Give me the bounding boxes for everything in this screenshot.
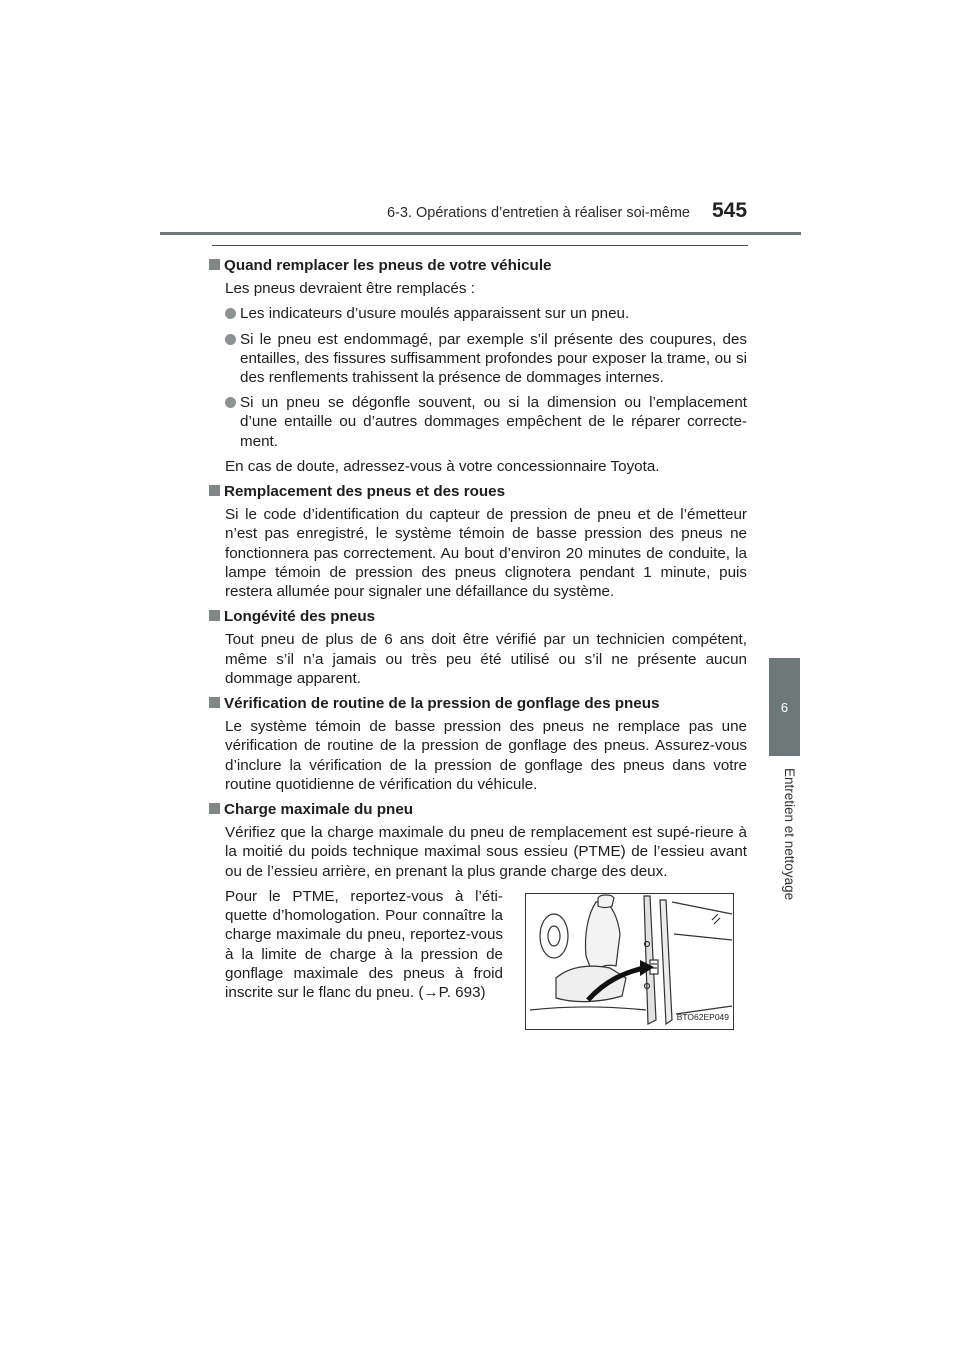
list-item-text: Les indicateurs d’usure moulés apparaissent sur un pneu. xyxy=(240,305,630,323)
section-heading xyxy=(209,482,747,501)
section-heading xyxy=(209,256,747,275)
text-with-illustration xyxy=(225,887,747,1030)
section-body: Le système témoin de basse pression des pneus ne remplace pas une vérification de routine de la pression de gonflage des pneus. Assurez-vous d’inclure la vérification de la pression de gonflage des pneus dans votre routine quotidienne de vérification du véhicule. xyxy=(225,718,747,793)
content-top-rule xyxy=(212,245,748,246)
square-bullet-icon xyxy=(209,610,220,621)
section-body: Vérifiez que la charge maximale du pneu de remplacement est supé-rieure à la moitié du poids technique maximal sous essieu (PTME) de l’essieu avant ou de l’essieu arrière, en prenant la plus grande charge des deux. xyxy=(225,824,747,880)
square-bullet-icon xyxy=(209,697,220,708)
list-item xyxy=(225,330,747,388)
list-item-text: Si le pneu est endommagé, par exemple s’il présente des coupures, des entailles, des fissures suffisamment profondes pour exposer la trame, ou si des renflements trahissent la présence de dommages internes. xyxy=(240,330,747,387)
section-title: Charge maximale du pneu xyxy=(224,801,414,819)
section-title: Longévité des pneus xyxy=(224,608,376,626)
header-section-title: 6-3. Opérations d’entretien à réaliser soi-même xyxy=(386,205,690,221)
section-heading xyxy=(209,607,747,626)
section-body: Tout pneu de plus de 6 ans doit être vérifié par un technicien compétent, même s’il n’a jamais ou très peu été utilisé ou s’il ne présente aucun dommage apparent. xyxy=(225,631,747,687)
section-body: Si le code d’identification du capteur de pression de pneu et de l’émetteur n’est pas enregistré, le système témoin de basse pression des pneus ne fonctionnera pas correctement. Au bout d’environ 20 minutes de conduite, la lampe témoin de pression des pneus clignotera pendant 1 minute, puis restera allumée pour signaler une défaillance du système. xyxy=(225,506,747,601)
header-rule xyxy=(160,232,801,235)
section-body-2: Pour le PTME, reportez-vous à l’éti-quette d’homologation. Pour connaître la charge maximale du pneu, reportez-vous à la limite de charge à la pression de gonflage maximale des pneus à froid inscrite sur le flanc du pneu. (→P. 693) xyxy=(225,887,503,1001)
list-item-text: Si un pneu se dégonfle souvent, ou si la dimension ou l’emplacement d’une entaille ou d’autres dommages empêchent de le réparer correcte-ment. xyxy=(240,394,747,450)
round-bullet-icon xyxy=(225,334,236,345)
chapter-tab[interactable] xyxy=(769,658,800,756)
section-intro: Les pneus devraient être remplacés : xyxy=(225,280,475,298)
chapter-tab-number: 6 xyxy=(780,699,789,715)
page-content xyxy=(209,256,747,1030)
square-bullet-icon xyxy=(209,485,220,496)
illustration-code: BTO62EP049 xyxy=(676,1011,729,1022)
list-item xyxy=(225,393,747,451)
section-heading xyxy=(209,694,747,713)
section-outro: En cas de doute, adressez-vous à votre concessionnaire Toyota. xyxy=(225,457,660,475)
section-title: Remplacement des pneus et des roues xyxy=(224,483,506,501)
round-bullet-icon xyxy=(225,397,236,408)
list-item xyxy=(225,304,747,323)
section-title: Quand remplacer les pneus de votre véhicule xyxy=(224,257,552,274)
section-heading xyxy=(209,800,747,819)
section-title: Vérification de routine de la pression de gonflage des pneus xyxy=(224,695,660,713)
chapter-tab-label: Entretien et nettoyage xyxy=(782,768,797,901)
page-number: 545 xyxy=(712,199,748,222)
square-bullet-icon xyxy=(209,259,220,270)
square-bullet-icon xyxy=(209,803,220,814)
round-bullet-icon xyxy=(225,308,236,319)
door-pillar-label-illustration xyxy=(525,893,734,1030)
